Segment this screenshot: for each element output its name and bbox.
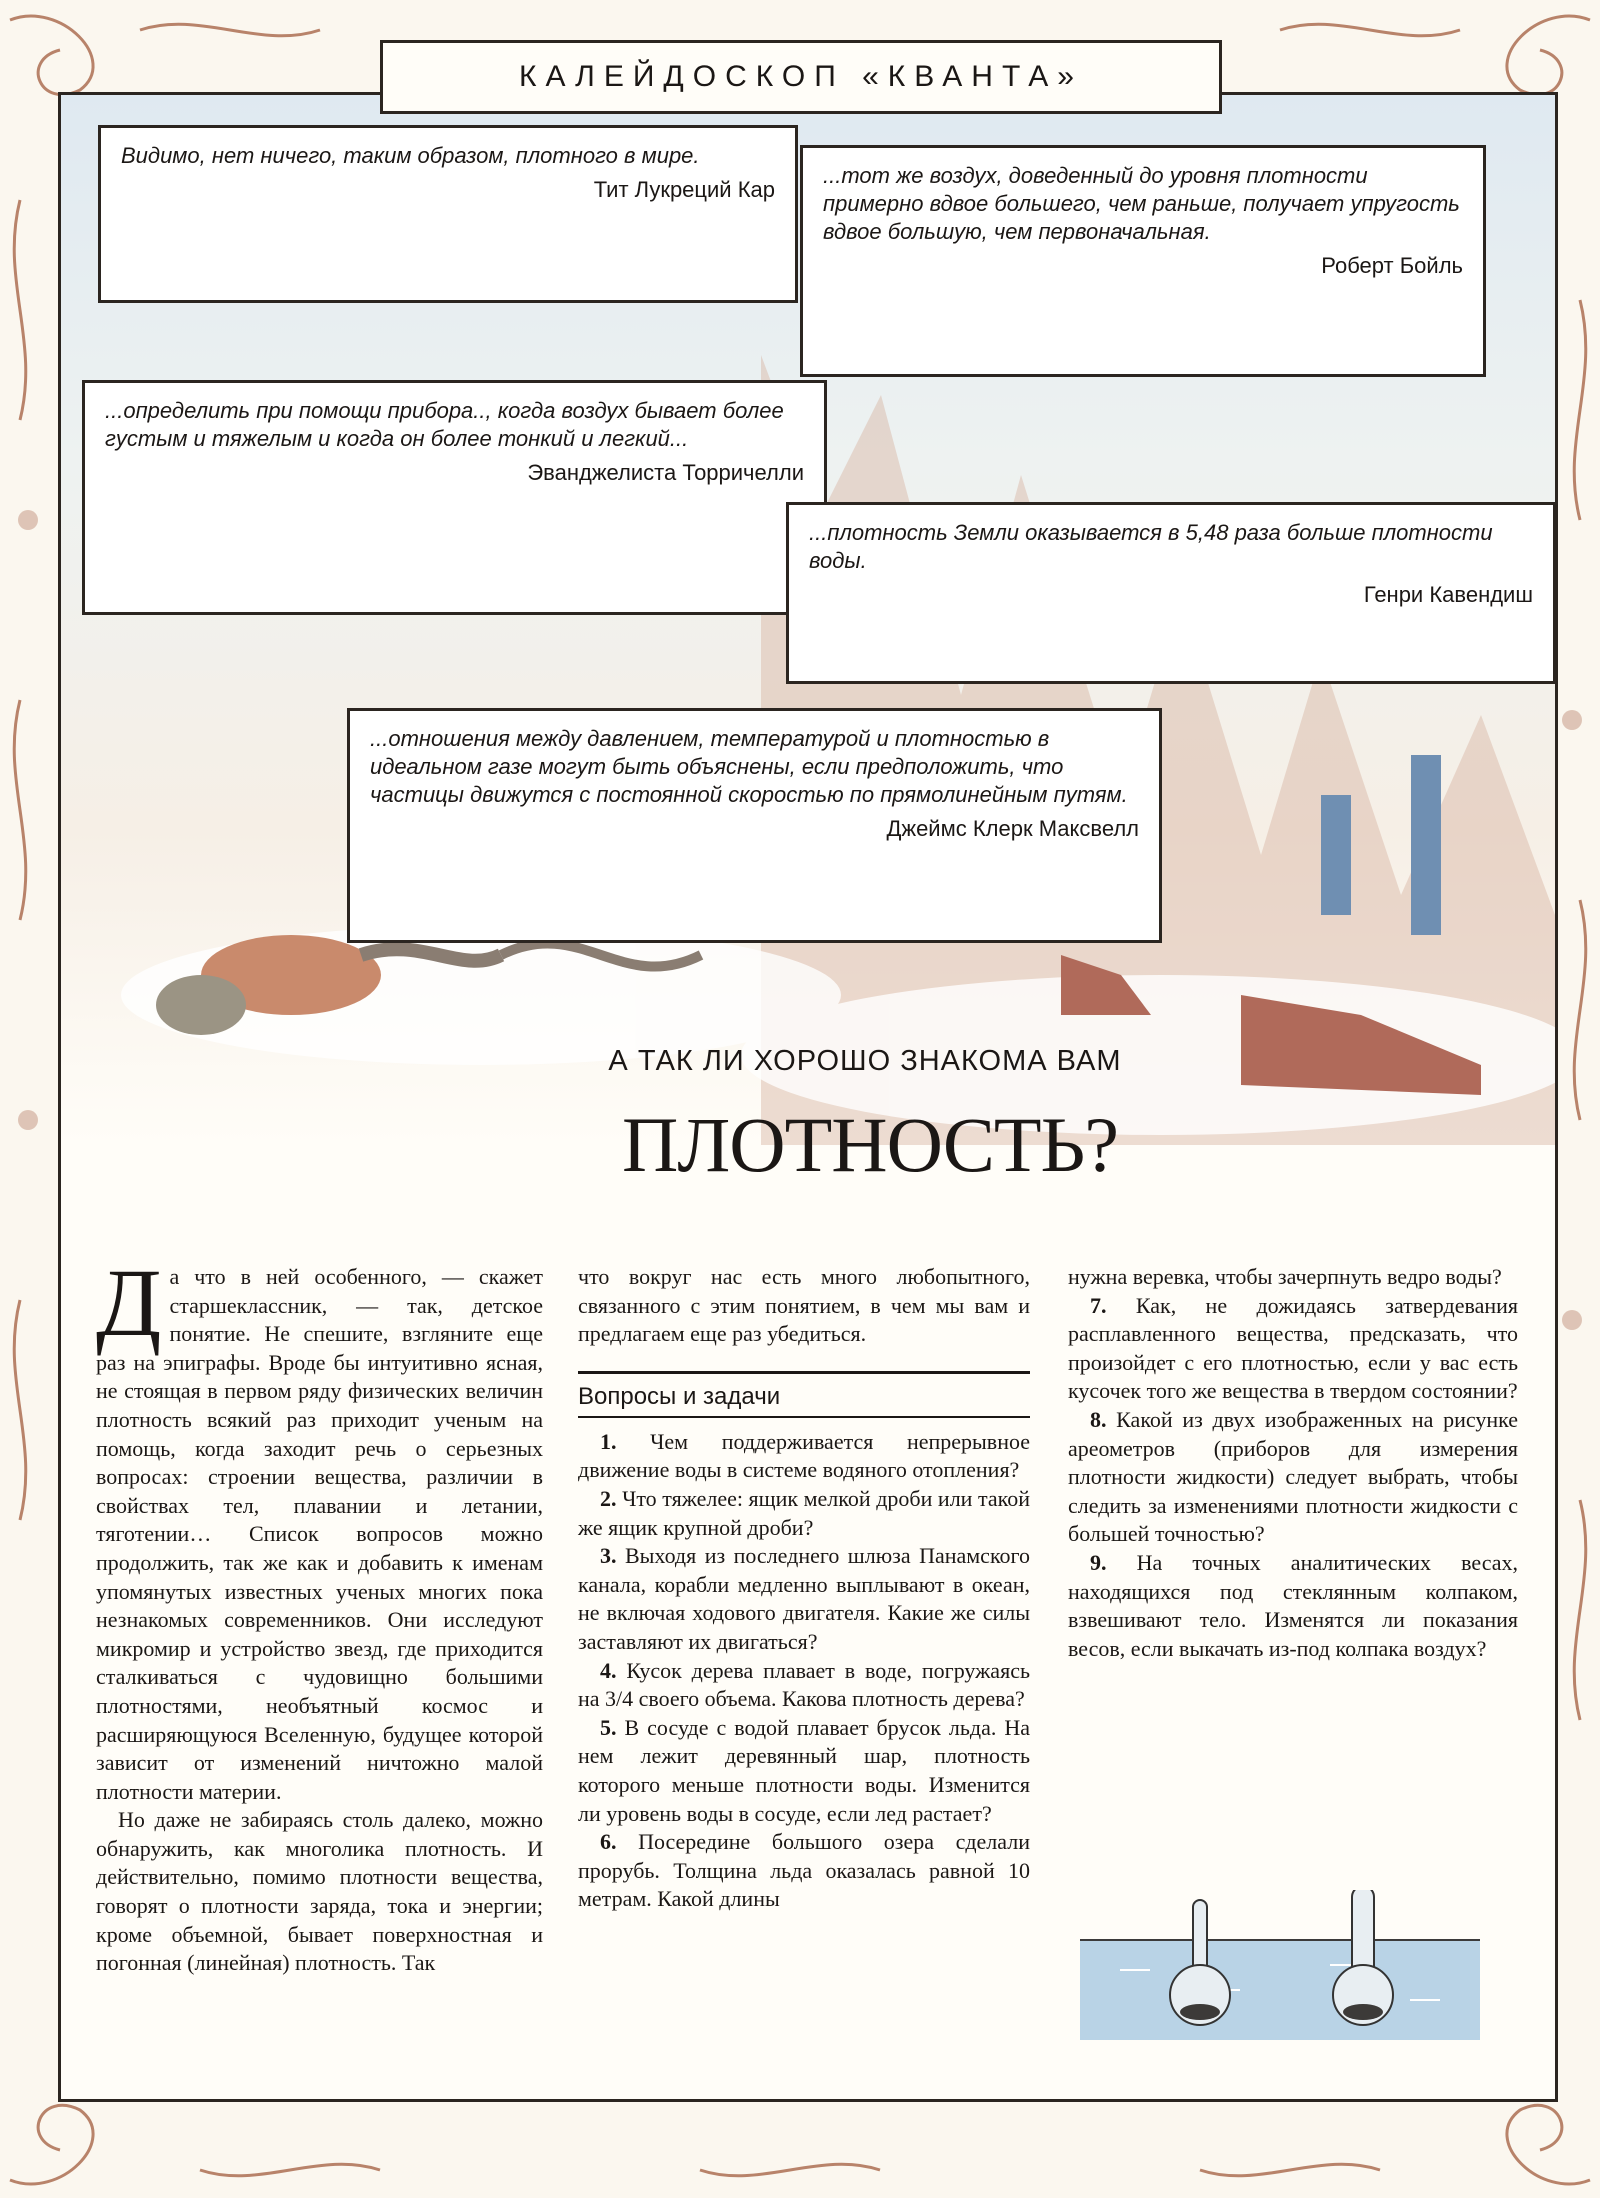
paragraph: что вокруг нас есть много любопытного, связанного с этим понятием, в чем мы вам и предлагаем еще раз убедиться. xyxy=(578,1264,1030,1347)
water xyxy=(1080,1940,1480,2040)
quote-author: Генри Кавендиш xyxy=(1363,582,1533,607)
task-item: 5. В сосуде с водой плавает брусок льда. На нем лежит деревянный шар, плотность которого меньше плотности воды. Изменится ли уровень воды в сосуде, если лед растает? xyxy=(578,1714,1031,1826)
task-item: 9. На точных аналитических весах, находящихся под стеклянным колпаком, взвешивают тело. Изменятся ли показания весов, если выкачать из-под колпака воздух? xyxy=(1068,1549,1518,1661)
hydrometers-figure xyxy=(1080,1890,1480,2040)
divider xyxy=(578,1371,1030,1374)
intro-paragraph: Да что в ней особенного, — скажет старшеклассник, — так, детское понятие. Не спешите, взгляните еще раз на эпиграфы. Вроде бы интуитивно ясная, не стоящая в первом ряду физических величин плотность всякий раз приходит ученым на помощь, когда заходит речь о серьезных вопросах: строении вещества, различии в свойствах тел, плавании и летании, тяготении… Список вопросов можно продолжить, так же как и добавить к именам упомянутых известных ученых многих пока незнакомых современников. Они исследуют микромир и устройство звезд, где приходится сталкиваться с чудовищно большими плотностями, необъятный космос и расширяющуюся Вселенную, будущее которой зависит от изменений ничтожно малой плотности материи. xyxy=(96,1249,543,1804)
column-1 xyxy=(96,1249,543,1978)
column-2 xyxy=(578,1263,1030,1914)
quote-author: Роберт Бойль xyxy=(1321,253,1463,278)
task-item: 2. Что тяжелее: ящик мелкой дроби или такой же ящик крупной дроби? xyxy=(578,1485,1030,1540)
quote-text: ...определить при помощи прибора.., когда воздух бывает более густым и тяжелым и когда он более тонкий и легкий... xyxy=(105,398,784,451)
section-title: Вопросы и задачи xyxy=(578,1382,1030,1418)
quote-text: ...отношения между давлением, температурой и плотностью в идеальном газе могут быть объяснены, если предположить, что частицы движутся с постоянной скоростью по прямолинейным путям. xyxy=(370,726,1128,807)
task-item: 8. Какой из двух изображенных на рисунке ареометров (приборов для измерения плотности жидкости) следует выбрать, чтобы следить за изменениями плотности жидкости с большей точностью? xyxy=(1068,1406,1519,1547)
quote-box xyxy=(82,380,827,615)
article-title: ПЛОТНОСТЬ? xyxy=(622,1101,1118,1188)
task-item: 3. Выходя из последнего шлюза Панамского канала, корабли медленно выплывают в океан, не включая ходового двигателя. Какие же силы заставляют их двигаться? xyxy=(578,1543,1030,1654)
header-title: КАЛЕЙДОСКОП «КВАНТА» xyxy=(519,60,1083,93)
quote-text: ...плотность Земли оказывается в 5,48 раза больше плотности воды. xyxy=(809,520,1493,573)
quote-text: Видимо, нет ничего, таким образом, плотного в мире. xyxy=(121,143,700,168)
task-item: 1. Чем поддерживается непрерывное движение воды в системе водяного отопления? xyxy=(578,1428,1031,1483)
task-item: 4. Кусок дерева плавает в воде, погружаясь на 3/4 своего объема. Какова плотность дерева? xyxy=(578,1657,1030,1712)
quote-box xyxy=(98,125,798,303)
quote-text: ...тот же воздух, доведенный до уровня плотности примерно вдвое большего, чем раньше, получает упругость вдвое большую, чем первоначальная. xyxy=(823,163,1460,244)
quote-author: Джеймс Клерк Максвелл xyxy=(886,816,1139,841)
article-subtitle: А ТАК ЛИ ХОРОШО ЗНАКОМА ВАМ xyxy=(608,1045,1122,1077)
drop-cap: Д xyxy=(96,1249,162,1356)
column-3 xyxy=(1068,1263,1518,1663)
task-item: 6. Посередине большого озера сделали прорубь. Толщина льда оказалась равной 10 метрам. Какой длины xyxy=(578,1829,1030,1912)
quote-author: Эванджелиста Торричелли xyxy=(527,460,804,485)
quote-author: Тит Лукреций Кар xyxy=(593,177,775,202)
task-item: 7. Как, не дожидаясь затвердевания расплавленного вещества, предсказать, что произойдет с его плотностью, если у вас есть кусочек того же вещества в твердом состоянии? xyxy=(1068,1292,1519,1404)
paragraph: Но даже не забираясь столь далеко, можно обнаружить, как многолика плотность. И действительно, помимо плотности вещества, говорят о плотности заряда, тока и энергии; кроме объемной, бывает поверхностная и погонная (линейная) плотность. Так xyxy=(96,1807,543,1976)
task-item-continued: нужна веревка, чтобы зачерпнуть ведро воды? xyxy=(1068,1264,1502,1289)
quote-box xyxy=(786,502,1556,684)
quote-box xyxy=(347,708,1162,943)
quote-box xyxy=(800,145,1486,377)
section-header xyxy=(380,40,1222,114)
